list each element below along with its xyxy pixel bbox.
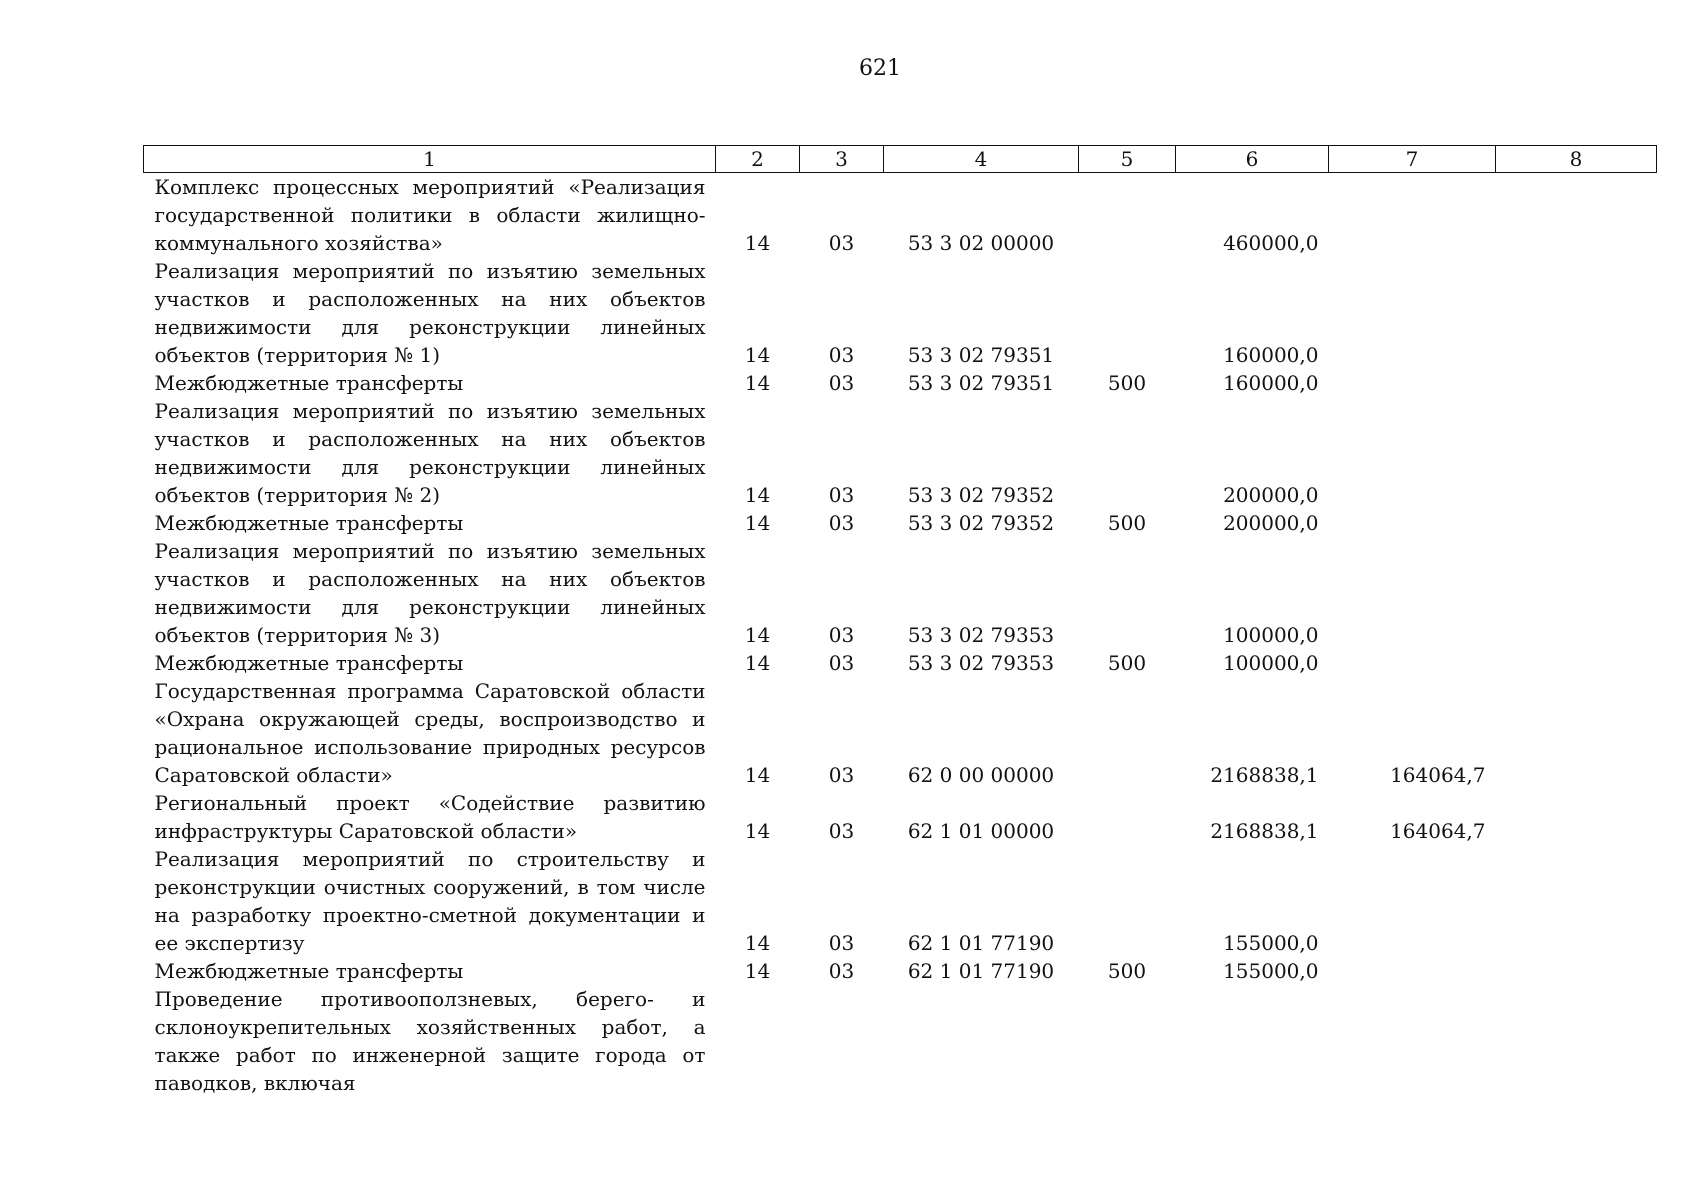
row-description: Межбюджетные трансферты [154,371,464,395]
row-cell-c2: 14 [744,763,771,787]
row-cell-c5: 500 [1107,371,1147,395]
row-cell-c7 [1329,257,1496,369]
row-cell-c5 [1079,537,1176,649]
row-cell-c8 [1496,789,1657,845]
row-cell-c6: 100000,0 [1223,623,1319,647]
row-cell-c4 [884,985,1079,1097]
table-row [144,173,1657,258]
row-cell-c8 [1496,397,1657,509]
row-cell-c5: 500 [1107,511,1147,535]
budget-table [143,145,1657,1097]
row-description: Реализация мероприятий по изъятию земельных участков и расположенных на них объектов недвижимости для реконструкции линейных объектов (территория № 2) [154,399,706,507]
table-row [144,369,1657,397]
row-description: Реализация мероприятий по изъятию земельных участков и расположенных на них объектов недвижимости для реконструкции линейных объектов (территория № 3) [154,539,706,647]
row-cell-c3: 03 [828,931,855,955]
row-cell-c4: 62 1 01 77190 [907,959,1055,983]
row-cell-c2 [716,985,800,1097]
table-row [144,397,1657,509]
row-cell-c8 [1496,257,1657,369]
row-cell-c7 [1329,649,1496,677]
row-cell-c6: 460000,0 [1223,231,1319,255]
row-cell-c6: 2168838,1 [1210,819,1319,843]
row-description: Комплекс процессных мероприятий «Реализация государственной политики в области жилищно-коммунального хозяйства» [154,175,706,255]
row-cell-c5 [1079,397,1176,509]
header-cell-6: 6 [1176,146,1329,173]
row-description: Государственная программа Саратовской области «Охрана окружающей среды, воспроизводство и рациональное использование природных ресурсов Саратовской области» [154,679,706,787]
row-cell-c2: 14 [744,819,771,843]
row-cell-c7: 164064,7 [1390,763,1486,787]
row-description: Реализация мероприятий по строительству и реконструкции очистных сооружений, в том числе на разработку проектно-сметной документации и ее экспертизу [154,847,706,955]
row-cell-c2: 14 [744,483,771,507]
row-cell-c4: 53 3 02 79353 [907,623,1055,647]
row-cell-c6: 200000,0 [1223,511,1319,535]
row-cell-c5 [1079,677,1176,789]
row-cell-c8 [1496,173,1657,258]
budget-table-container [143,145,1656,1097]
header-cell-8: 8 [1496,146,1657,173]
table-row [144,789,1657,845]
row-cell-c6: 200000,0 [1223,483,1319,507]
row-cell-c3: 03 [828,483,855,507]
row-cell-c3 [800,985,884,1097]
row-cell-c5 [1079,257,1176,369]
row-cell-c3: 03 [828,511,855,535]
row-cell-c6 [1176,985,1329,1097]
table-row [144,845,1657,957]
header-cell-7: 7 [1329,146,1496,173]
row-cell-c4: 62 1 01 77190 [907,931,1055,955]
row-cell-c2: 14 [744,231,771,255]
row-cell-c7 [1329,509,1496,537]
row-cell-c3: 03 [828,231,855,255]
row-cell-c8 [1496,845,1657,957]
row-cell-c4: 62 1 01 00000 [907,819,1055,843]
row-cell-c5 [1079,173,1176,258]
row-cell-c7: 164064,7 [1390,819,1486,843]
row-cell-c4: 53 3 02 79352 [907,483,1055,507]
row-cell-c8 [1496,649,1657,677]
row-cell-c2: 14 [744,343,771,367]
header-cell-5: 5 [1079,146,1176,173]
row-cell-c4: 53 3 02 79351 [907,371,1055,395]
row-cell-c5: 500 [1107,959,1147,983]
row-description: Проведение противооползневых, берего- и склоноукрепительных хозяйственных работ, а также работ по инженерной защите города от паводков, включая [154,987,706,1095]
row-cell-c7 [1329,985,1496,1097]
header-cell-2: 2 [716,146,800,173]
row-cell-c2: 14 [744,931,771,955]
row-cell-c3: 03 [828,959,855,983]
row-description: Межбюджетные трансферты [154,959,464,983]
row-cell-c2: 14 [744,623,771,647]
row-cell-c8 [1496,957,1657,985]
row-cell-c3: 03 [828,763,855,787]
row-description: Реализация мероприятий по изъятию земельных участков и расположенных на них объектов недвижимости для реконструкции линейных объектов (территория № 1) [154,259,706,367]
row-cell-c4: 53 3 02 00000 [907,231,1055,255]
row-cell-c2: 14 [744,651,771,675]
row-cell-c6: 2168838,1 [1210,763,1319,787]
row-cell-c6: 100000,0 [1223,651,1319,675]
table-row [144,677,1657,789]
table-body [144,173,1657,1098]
row-description: Межбюджетные трансферты [154,511,464,535]
row-cell-c8 [1496,677,1657,789]
row-cell-c3: 03 [828,623,855,647]
table-row [144,985,1657,1097]
row-cell-c8 [1496,537,1657,649]
row-cell-c8 [1496,369,1657,397]
row-cell-c8 [1496,985,1657,1097]
table-row [144,649,1657,677]
table-row [144,257,1657,369]
row-cell-c5: 500 [1107,651,1147,675]
row-cell-c6: 160000,0 [1223,371,1319,395]
row-cell-c7 [1329,397,1496,509]
row-cell-c4: 53 3 02 79352 [907,511,1055,535]
row-cell-c3: 03 [828,819,855,843]
header-cell-4: 4 [884,146,1079,173]
row-cell-c3: 03 [828,371,855,395]
row-cell-c3: 03 [828,343,855,367]
row-cell-c7 [1329,537,1496,649]
row-cell-c2: 14 [744,371,771,395]
row-cell-c7 [1329,957,1496,985]
row-cell-c4: 53 3 02 79351 [907,343,1055,367]
row-cell-c3: 03 [828,651,855,675]
row-cell-c7 [1329,369,1496,397]
row-cell-c7 [1329,173,1496,258]
row-cell-c4: 53 3 02 79353 [907,651,1055,675]
row-cell-c6: 160000,0 [1223,343,1319,367]
page-number: 621 [859,56,901,81]
row-cell-c6: 155000,0 [1223,959,1319,983]
header-cell-3: 3 [800,146,884,173]
row-description: Межбюджетные трансферты [154,651,464,675]
row-cell-c5 [1079,985,1176,1097]
row-cell-c5 [1079,845,1176,957]
row-cell-c2: 14 [744,511,771,535]
table-row [144,537,1657,649]
row-description: Региональный проект «Содействие развитию инфраструктуры Саратовской области» [154,791,706,843]
header-cell-1: 1 [144,146,716,173]
row-cell-c6: 155000,0 [1223,931,1319,955]
row-cell-c4: 62 0 00 00000 [907,763,1055,787]
table-row [144,509,1657,537]
table-row [144,957,1657,985]
row-cell-c8 [1496,509,1657,537]
table-header [144,146,1657,173]
row-cell-c5 [1079,789,1176,845]
row-cell-c2: 14 [744,959,771,983]
row-cell-c7 [1329,845,1496,957]
